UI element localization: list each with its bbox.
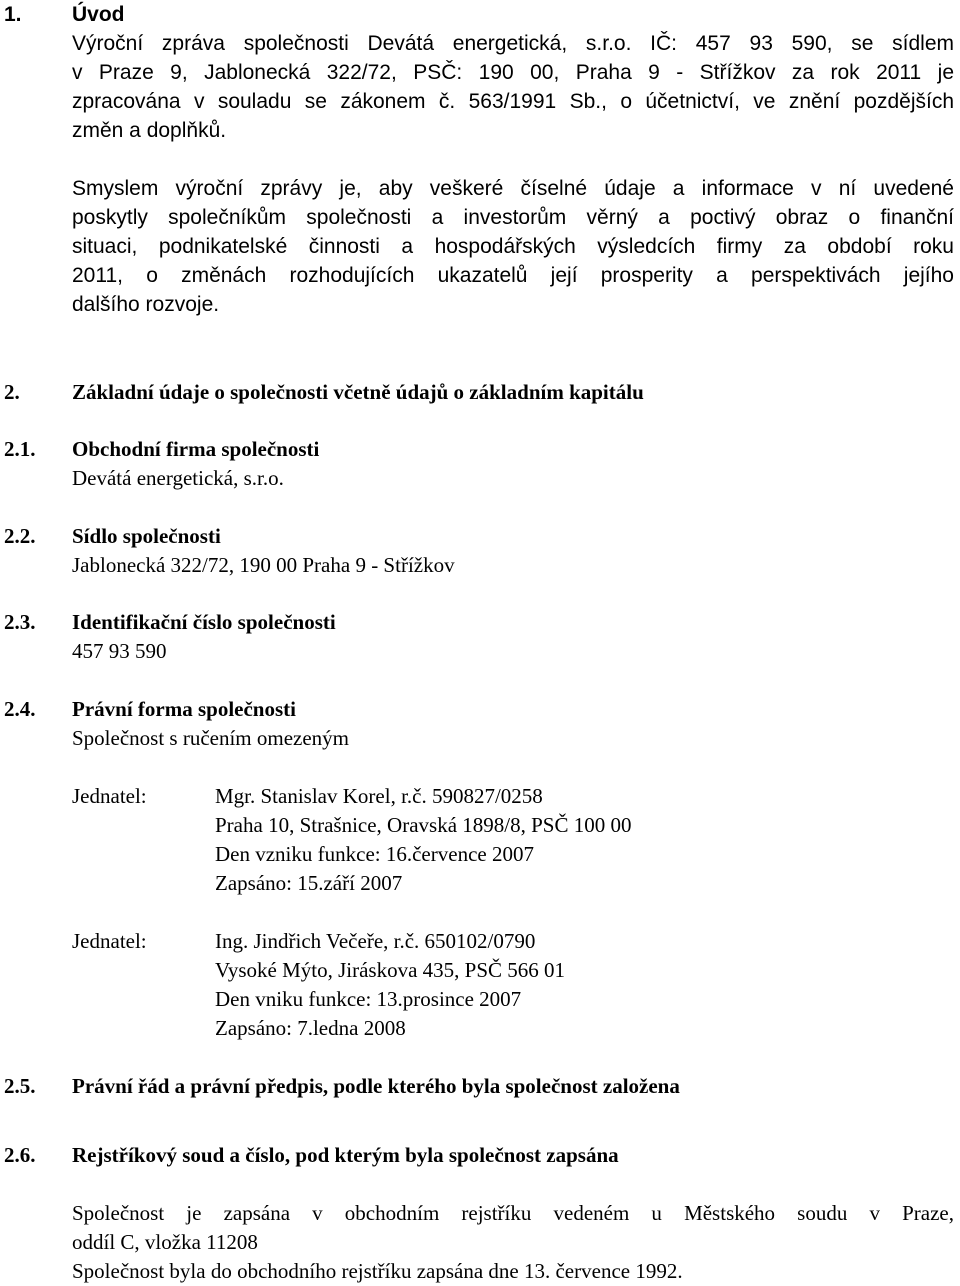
- subsection-number: 2.4.: [4, 697, 36, 721]
- subsection-title: Právní řád a právní předpis, podle kterého byla společnost založena: [72, 1074, 680, 1098]
- executive-start-date: Den vzniku funkce: 16.července 2007: [215, 842, 534, 866]
- subsection-title: Obchodní firma společnosti: [72, 437, 320, 461]
- intro-line: v Praze 9, Jablonecká 322/72, PSČ: 190 00, Praha 9 - Střížkov za rok 2011 je: [72, 61, 954, 84]
- section-1-number: 1.: [4, 3, 22, 26]
- subsection-number: 2.6.: [4, 1143, 36, 1167]
- subsection-title: Identifikační číslo společnosti: [72, 610, 336, 634]
- section-2-number: 2.: [4, 380, 20, 404]
- purpose-line: situaci, podnikatelské činnosti a hospodářských výsledcích firmy za období roku: [72, 235, 954, 258]
- intro-line: Výroční zpráva společnosti Devátá energetická, s.r.o. IČ: 457 93 590, se sídlem: [72, 32, 954, 55]
- registry-line: Společnost je zapsána v obchodním rejstříku vedeném u Městského soudu v Praze,: [72, 1201, 954, 1225]
- subsection-number: 2.5.: [4, 1074, 36, 1098]
- subsection-number: 2.2.: [4, 524, 36, 548]
- executive-address: Vysoké Mýto, Jiráskova 435, PSČ 566 01: [215, 958, 566, 982]
- registry-line: oddíl C, vložka 11208: [72, 1230, 258, 1254]
- subsection-title: Rejstříkový soud a číslo, pod kterým byla společnost zapsána: [72, 1143, 619, 1167]
- company-name-value: Devátá energetická, s.r.o.: [72, 466, 284, 490]
- subsection-title: Právní forma společnosti: [72, 697, 296, 721]
- legal-form-value: Společnost s ručením omezeným: [72, 726, 350, 750]
- subsection-number: 2.1.: [4, 437, 36, 461]
- executive-label: Jednatel:: [72, 929, 147, 953]
- executive-registered-date: Zapsáno: 7.ledna 2008: [215, 1016, 406, 1040]
- purpose-line: poskytly společníkům společnosti a investorům věrný a poctivý obraz o finanční: [72, 206, 954, 229]
- executive-label: Jednatel:: [72, 784, 147, 808]
- purpose-line: Smyslem výroční zprávy je, aby veškeré číselné údaje a informace v ní uvedené: [72, 177, 954, 200]
- company-id-value: 457 93 590: [72, 639, 167, 663]
- executive-name: Ing. Jindřich Večeře, r.č. 650102/0790: [215, 929, 536, 953]
- executive-registered-date: Zapsáno: 15.září 2007: [215, 871, 403, 895]
- registry-line: Společnost byla do obchodního rejstříku zapsána dne 13. července 1992.: [72, 1259, 683, 1283]
- executive-start-date: Den vniku funkce: 13.prosince 2007: [215, 987, 522, 1011]
- intro-line: zpracována v souladu se zákonem č. 563/1991 Sb., o účetnictví, ve znění pozdějších: [72, 90, 954, 113]
- purpose-line: 2011, o změnách rozhodujících ukazatelů její prosperity a perspektivách jejího: [72, 264, 954, 287]
- section-2-title: Základní údaje o společnosti včetně údajů o základním kapitálu: [72, 380, 644, 404]
- purpose-line: dalšího rozvoje.: [72, 293, 220, 316]
- executive-address: Praha 10, Strašnice, Oravská 1898/8, PSČ 100 00: [215, 813, 632, 837]
- registered-office-value: Jablonecká 322/72, 190 00 Praha 9 - Střížkov: [72, 553, 455, 577]
- subsection-title: Sídlo společnosti: [72, 524, 221, 548]
- subsection-number: 2.3.: [4, 610, 36, 634]
- executive-name: Mgr. Stanislav Korel, r.č. 590827/0258: [215, 784, 543, 808]
- intro-line: změn a doplňků.: [72, 119, 227, 142]
- section-1-title: Úvod: [72, 3, 125, 26]
